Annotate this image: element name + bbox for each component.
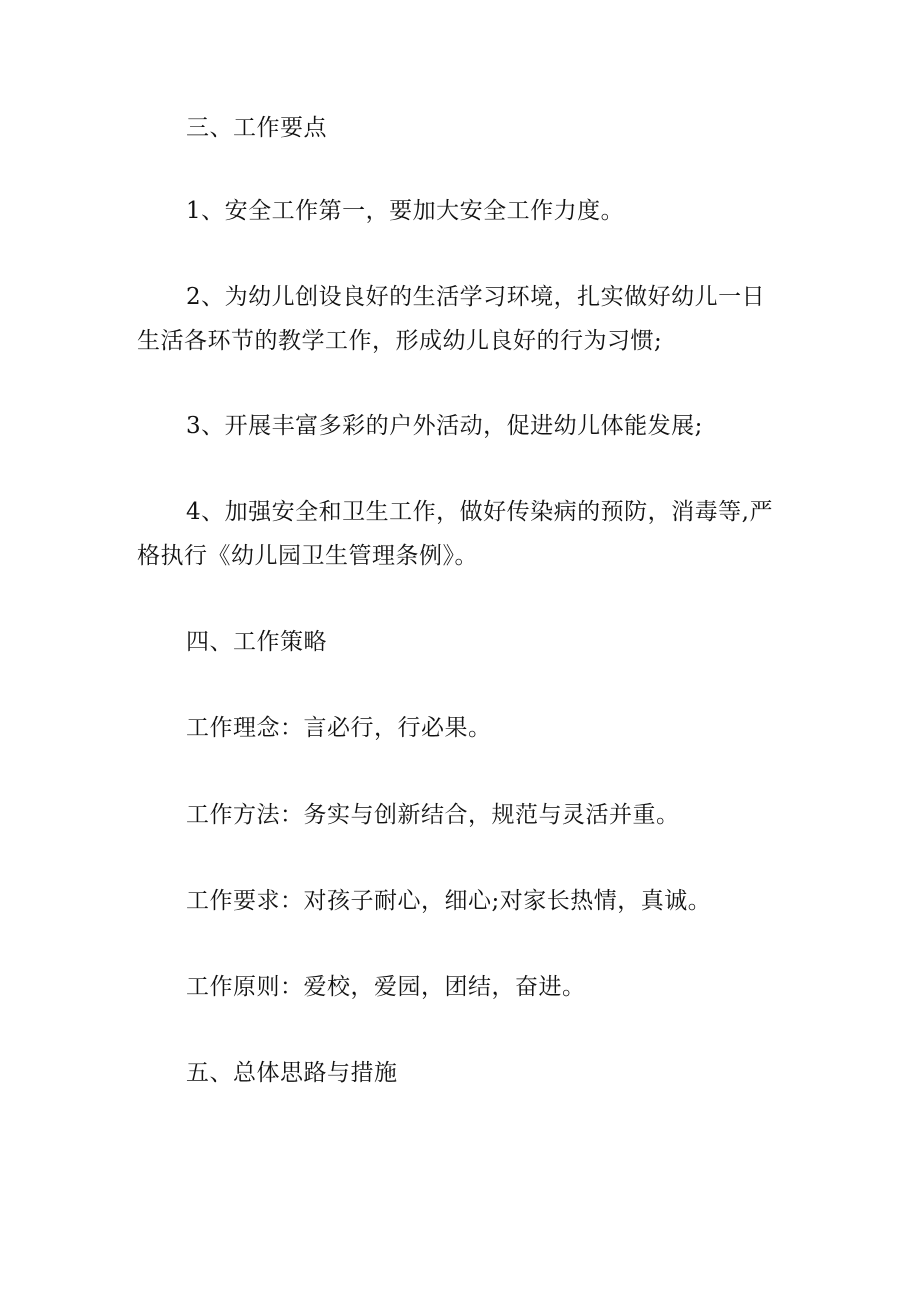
work-method: 工作方法：务实与创新结合，规范与灵活并重。 [186, 802, 680, 828]
section-heading-work-points: 三、工作要点 [186, 115, 327, 141]
work-point-4: 4、加强安全和卫生工作，做好传染病的预防，消毒等,严格执行《幼儿园卫生管理条例》。 [137, 499, 773, 569]
work-requirement: 工作要求：对孩子耐心，细心;对家长热情，真诚。 [186, 888, 712, 914]
work-principle: 工作原则：爱校，爱园，团结，奋进。 [186, 974, 586, 1000]
work-point-3: 3、开展丰富多彩的户外活动，促进幼儿体能发展; [186, 413, 703, 439]
work-point-2: 2、为幼儿创设良好的生活学习环境，扎实做好幼儿一日生活各环节的教学工作，形成幼儿良好的行为习惯; [137, 284, 766, 354]
work-point-1: 1、安全工作第一，要加大安全工作力度。 [186, 198, 625, 224]
section-heading-work-strategy: 四、工作策略 [186, 629, 327, 655]
section-heading-overall-approach: 五、总体思路与措施 [186, 1060, 398, 1086]
work-concept: 工作理念：言必行，行必果。 [186, 715, 492, 741]
